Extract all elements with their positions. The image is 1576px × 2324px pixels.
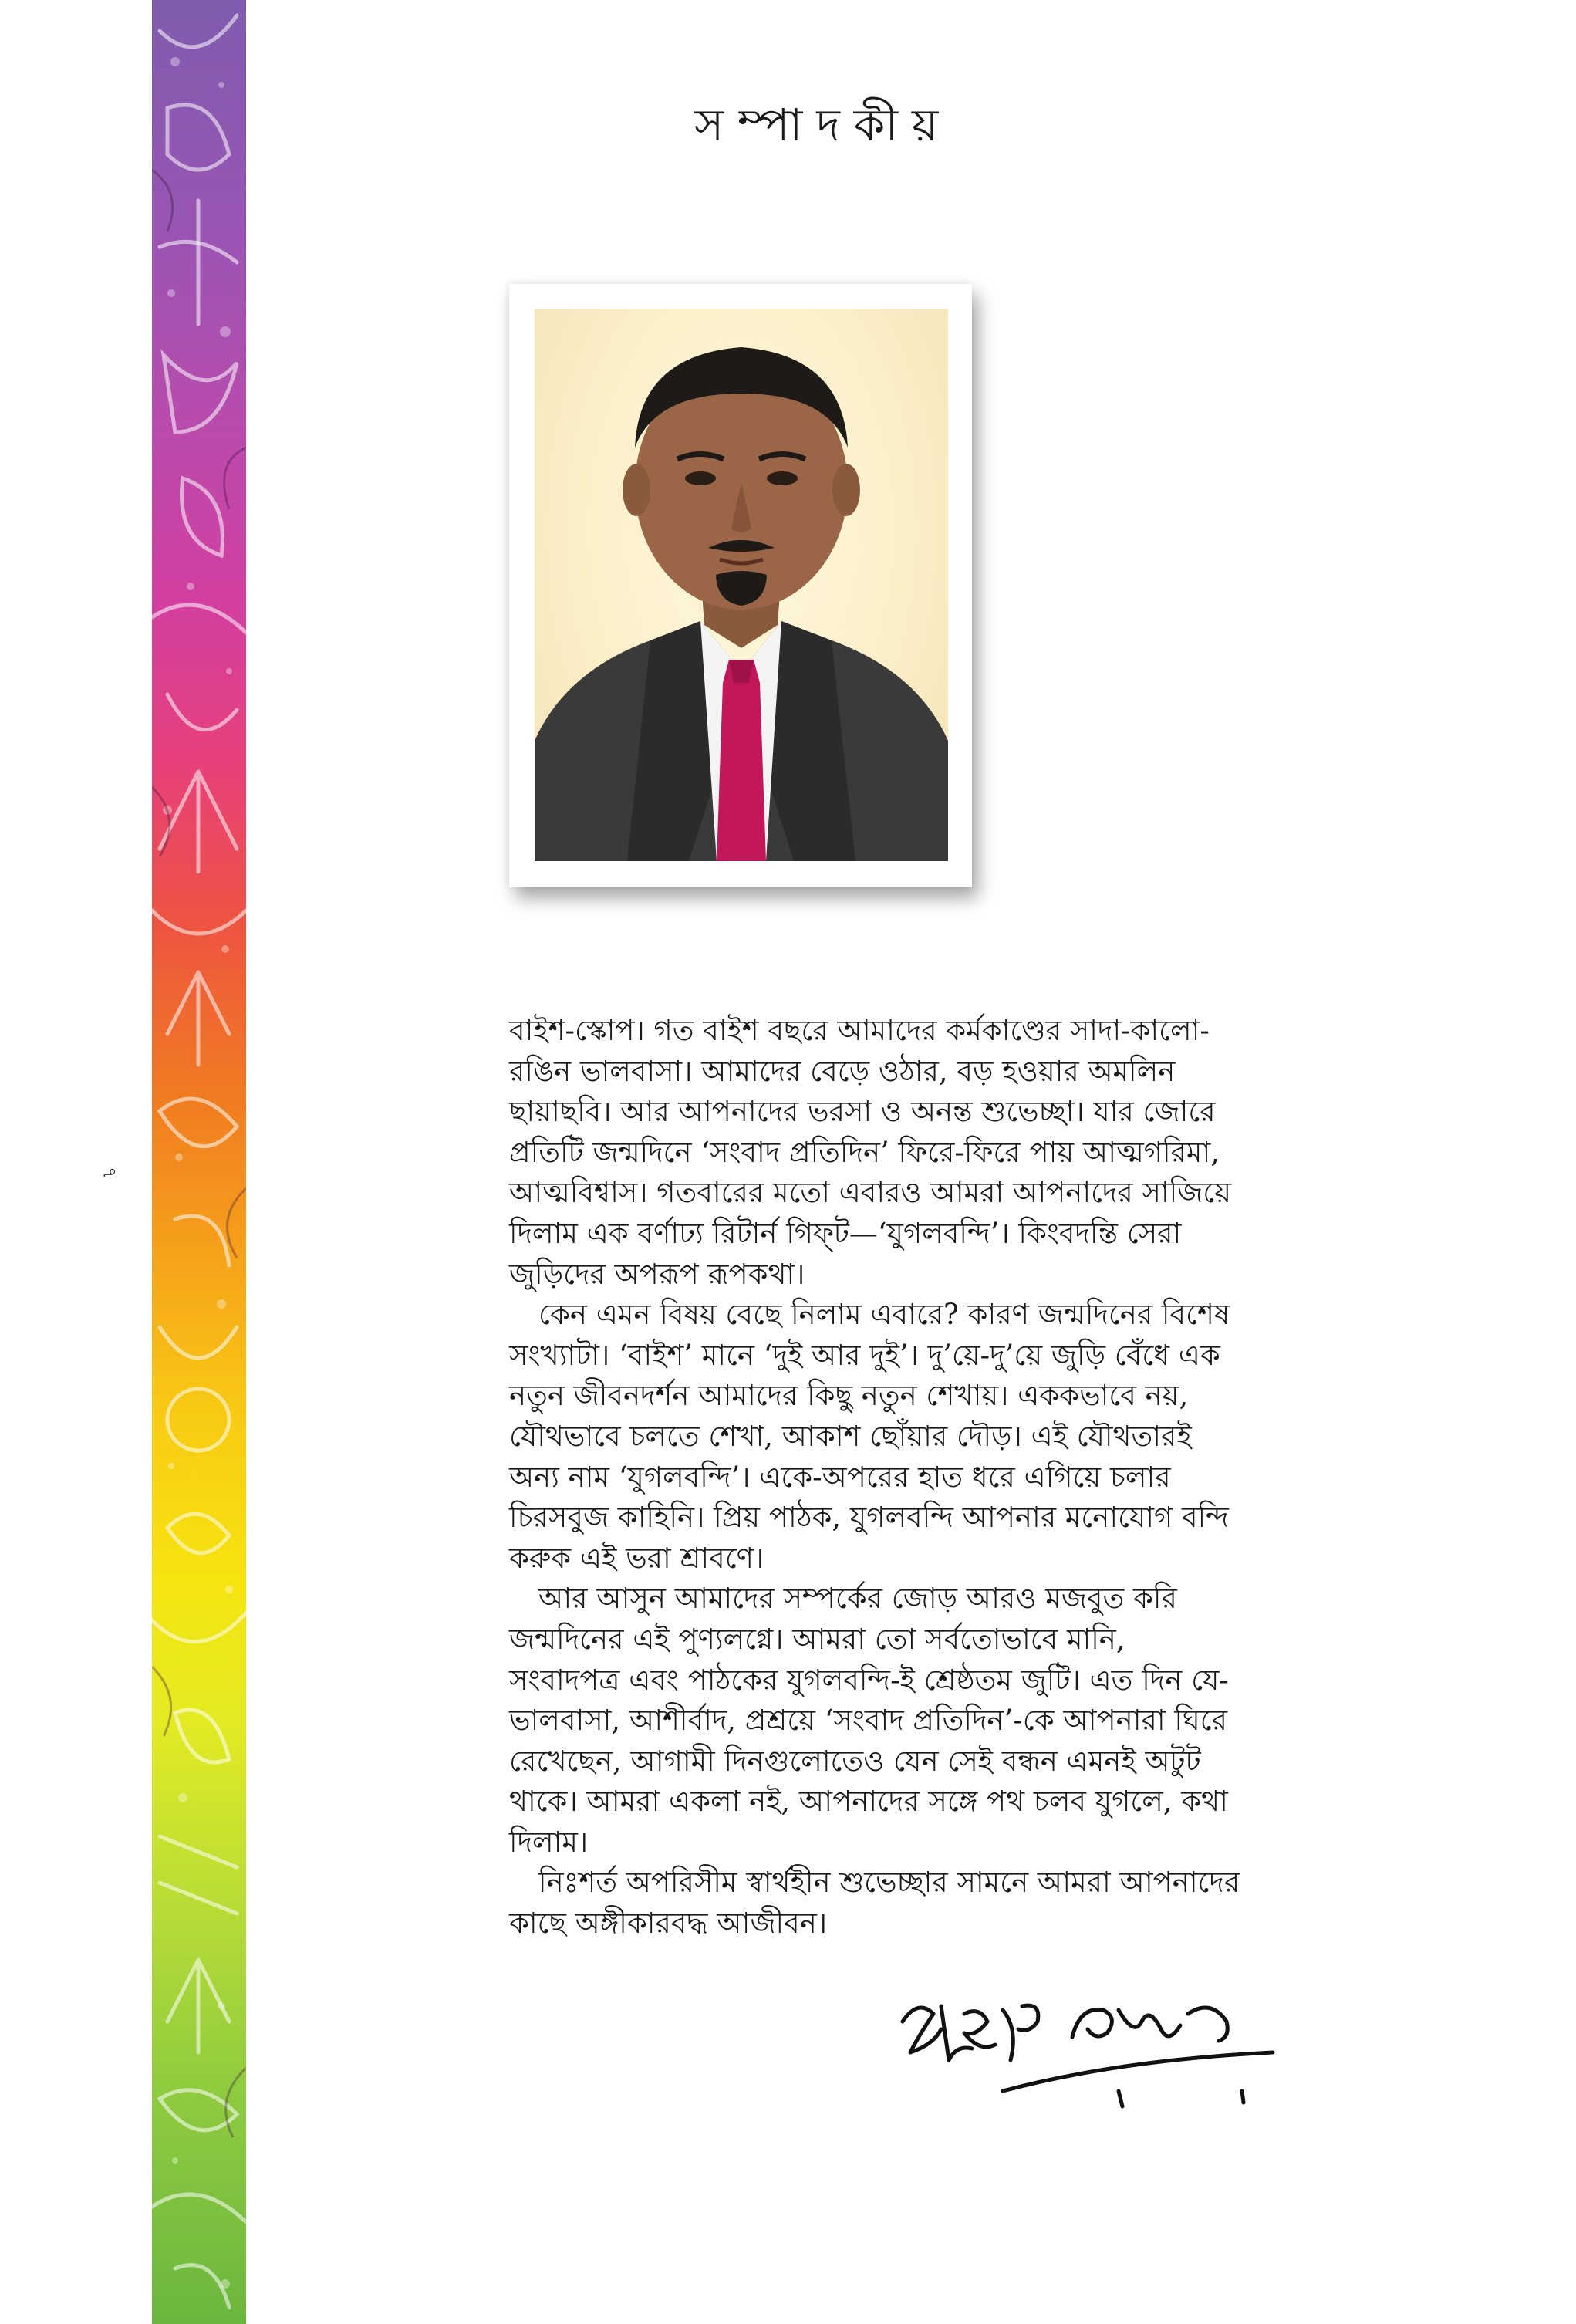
paragraph: কেন এমন বিষয় বেছে নিলাম এবারে? কারণ জন্মদিনের বিশেষ সংখ্যাটা। ‘বাইশ’ মানে ‘দুই আর দুই’। দু’য়ে-দু’য়ে জুড়ি বেঁধে এক নতুন জীবনদর্শন আমাদের কিছু নতুন শেখায়। এককভাবে নয়, যৌথভাবে চলতে শেখা, আকাশ ছোঁয়ার দৌড়। এই যৌথতারই অন্য নাম ‘যুগলবন্দি’। একে-অপরের হাত ধরে এগিয়ে চলার চিরসবুজ কাহিনি। প্রিয় পাঠক, যুগলবন্দি আপনার মনোযোগ বন্দি করুক এই ভরা শ্রাবণে। bbox=[509, 1298, 1230, 1575]
photo-frame bbox=[509, 284, 972, 887]
signature bbox=[887, 1975, 1288, 2114]
paragraph: বাইশ-স্কোপ। গত বাইশ বছরে আমাদের কর্মকাণ্ডের সাদা-কালো-রঙিন ভালবাসা। আমাদের বেড়ে ওঠার, বড় হওয়ার অমলিন ছায়াছবি। আর আপনাদের ভরসা ও অনন্ত শুভেচ্ছা। যার জোরে প্রতিটি জন্মদিনে ‘সংবাদ প্রতিদিন’ ফিরে-ফিরে পায় আত্মগরিমা, আত্মবিশ্বাস। গতবারের মতো এবারও আমরা আপনাদের সাজিয়ে দিলাম এক বর্ণাঢ্য রিটার্ন গিফ্‌ট—‘যুগলবন্দি’। কিংবদন্তি সেরা জুড়িদের অপরূপ রূপকথা। bbox=[509, 1014, 1232, 1291]
paragraph: নিঃশর্ত অপরিসীম স্বার্থহীন শুভেচ্ছার সামনে আমরা আপনাদের কাছে অঙ্গীকারবদ্ধ আজীবন। bbox=[509, 1866, 1240, 1941]
page-number: ৭ bbox=[98, 1167, 120, 1179]
editorial-body bbox=[509, 1011, 1242, 1944]
handwritten-signature-icon bbox=[887, 1975, 1288, 2114]
editor-portrait-icon bbox=[535, 309, 948, 861]
paragraph: আর আসুন আমাদের সম্পর্কের জোড় আরও মজবুত করি জন্মদিনের এই পুণ্যলগ্নে। আমরা তো সর্বতোভাবে মানি, সংবাদপত্র এবং পাঠকের যুগলবন্দি-ই শ্রেষ্ঠতম জুটি। এত দিন যে-ভালবাসা, আশীর্বাদ, প্রশ্রয়ে ‘সংবাদ প্রতিদিন’-কে আপনারা ঘিরে রেখেছেন, আগামী দিনগুলোতেও যেন সেই বন্ধন এমনই অটুট থাকে। আমরা একলা নই, আপনাদের সঙ্গে পথ চলব যুগলে, কথা দিলাম। bbox=[509, 1582, 1229, 1859]
decorative-floral-strip bbox=[152, 0, 246, 2324]
portrait-illustration bbox=[535, 309, 948, 861]
page-title: সম্পাদকীয় bbox=[694, 99, 953, 151]
floral-pattern-icon bbox=[152, 0, 246, 2324]
